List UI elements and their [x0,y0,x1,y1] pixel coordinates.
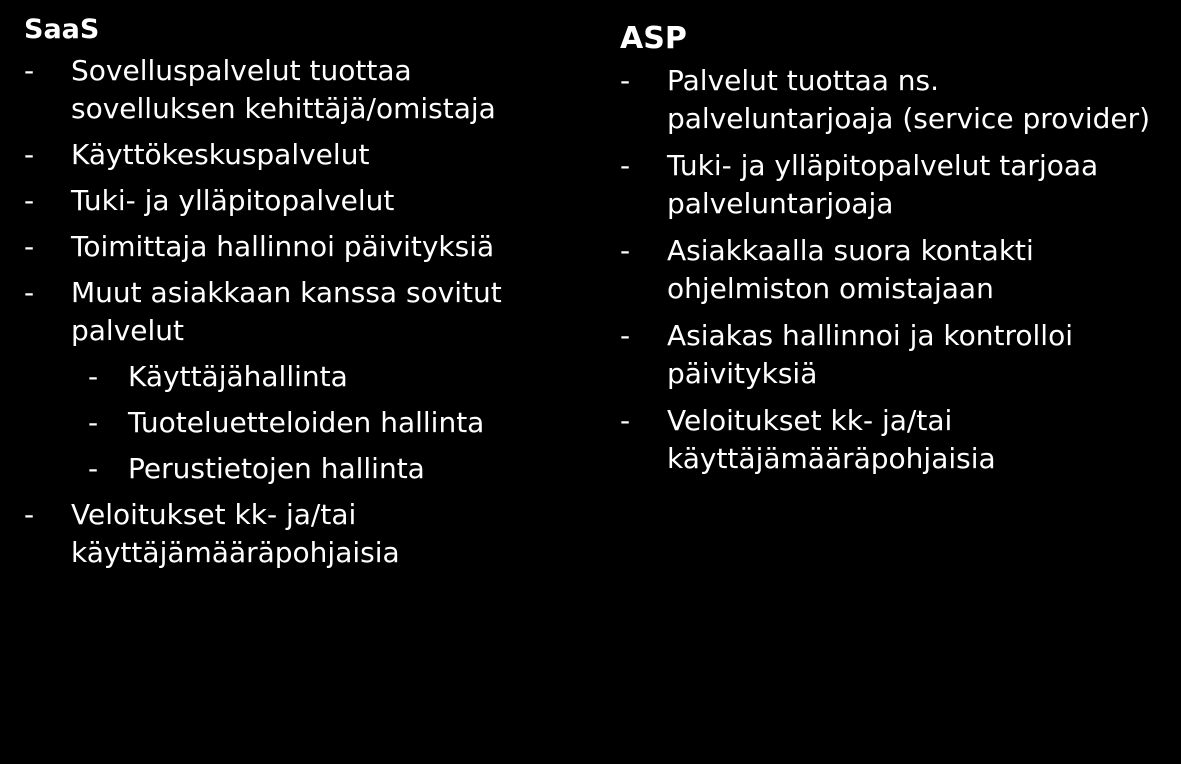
list-item-text: Käyttökeskuspalvelut [71,138,370,171]
list-item [620,317,1165,393]
list-item [620,402,1165,478]
asp-column [620,20,1165,487]
list-item-text: Veloitukset kk- ja/tai käyttäjämääräpohjaisia [71,498,400,569]
list-item-text: Asiakkaalla suora kontakti ohjelmiston omistajaan [667,234,1034,305]
bullet-dash: - [24,276,35,309]
bullet-dash: - [24,498,35,531]
list-item [620,147,1165,223]
saas-list [24,52,584,572]
list-item [24,52,584,128]
list-item [24,496,584,572]
asp-list [620,62,1165,478]
bullet-dash: - [620,319,631,352]
bullet-dash: - [24,184,35,217]
sub-list-item-text: Perustietojen hallinta [128,452,425,485]
list-item-text: Tuki- ja ylläpitopalvelut [71,184,395,217]
saas-heading: SaaS [24,14,100,45]
bullet-dash: - [88,360,99,393]
list-item-text: Sovelluspalvelut tuottaa sovelluksen kehittäjä/omistaja [71,54,496,125]
list-item-text: Asiakas hallinnoi ja kontrolloi päivityksiä [667,319,1073,390]
list-item [620,62,1165,138]
list-item [620,232,1165,308]
sub-list-item-text: Käyttäjähallinta [128,360,348,393]
sub-list-item-text: Tuoteluetteloiden hallinta [128,406,485,439]
list-item-text: Palvelut tuottaa ns. palveluntarjoaja (service provider) [667,64,1151,135]
list-item-text: Toimittaja hallinnoi päivityksiä [71,230,495,263]
list-item-text: Tuki- ja ylläpitopalvelut tarjoaa palveluntarjoaja [667,149,1099,220]
bullet-dash: - [620,149,631,182]
sub-list-item [71,450,584,488]
bullet-dash: - [88,406,99,439]
asp-heading: ASP [620,21,687,56]
list-item [24,274,584,488]
list-item-text: Muut asiakkaan kanssa sovitut palvelut [71,276,502,347]
bullet-dash: - [24,138,35,171]
sub-list-item [71,358,584,396]
bullet-dash: - [620,234,631,267]
bullet-dash: - [24,230,35,263]
list-item [24,182,584,220]
saas-column [24,12,584,580]
bullet-dash: - [620,64,631,97]
bullet-dash: - [88,452,99,485]
sub-list-item [71,404,584,442]
bullet-dash: - [24,54,35,87]
list-item [24,136,584,174]
saas-sublist [71,358,584,488]
bullet-dash: - [620,404,631,437]
list-item-text: Veloitukset kk- ja/tai käyttäjämääräpohjaisia [667,404,996,475]
list-item [24,228,584,266]
